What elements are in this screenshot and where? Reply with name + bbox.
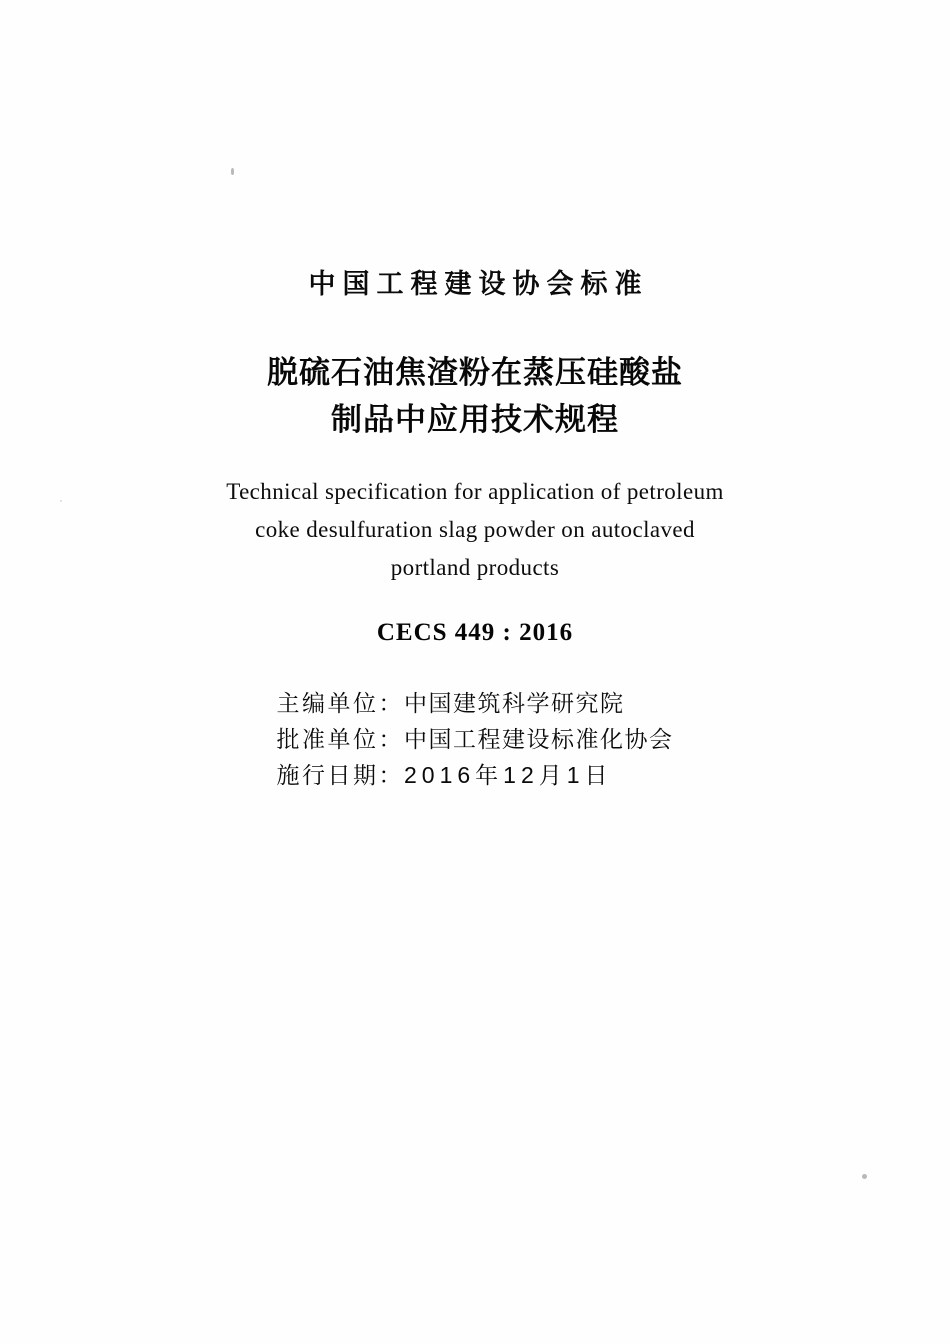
title-cn-line-1: 脱硫石油焦渣粉在蒸压硅酸盐 <box>267 355 683 390</box>
title-en-line-1: Technical specification for application of petroleum <box>226 479 724 504</box>
meta-label-effective-date: 施行日期： <box>276 762 404 788</box>
standard-code: CECS 449 : 2016 <box>376 619 574 646</box>
title-cn-line-2: 制品中应用技术规程 <box>331 402 619 437</box>
title-en-line-2: coke desulfuration slag powder on autoclaved <box>255 517 695 542</box>
meta-value-approver: 中国工程建设标准化协会 <box>404 726 674 752</box>
meta-row-effective-date <box>277 757 674 793</box>
meta-row-chief-editor <box>277 685 674 721</box>
meta-value-chief-editor: 中国建筑科学研究院 <box>404 690 625 716</box>
meta-row-approver <box>277 721 674 757</box>
meta-value-effective-date: 2016年12月1日 <box>404 762 613 788</box>
publication-meta <box>0 685 950 793</box>
title-en-line-3: portland products <box>390 555 560 580</box>
scan-speckle-icon <box>862 1174 867 1179</box>
meta-label-chief-editor: 主编单位： <box>276 690 404 716</box>
meta-label-approver: 批准单位： <box>276 726 404 752</box>
page-title <box>0 349 950 443</box>
title-english <box>0 473 950 587</box>
organization-line: 中国工程建设协会标准 <box>308 269 649 299</box>
